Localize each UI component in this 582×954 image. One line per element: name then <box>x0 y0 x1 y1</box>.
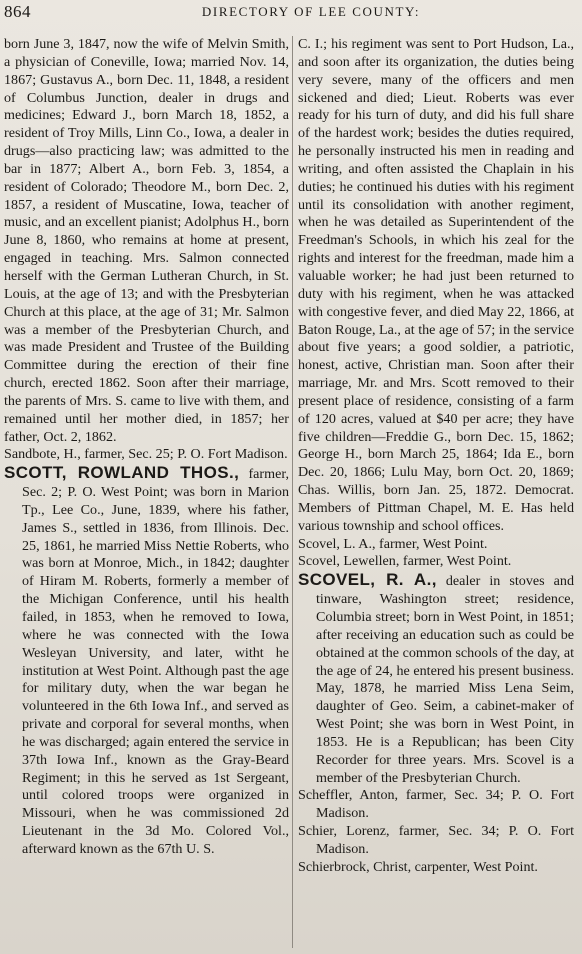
entry-scovel-ra-text: dealer in stoves and tinware, Washington street; residence, Columbia street; born in West Point, in 1851; after receiving an education such as could be obtained at the common schools of the day, at the age of 24, he entered his present business. May, 1878, he married Miss Lena Seim, daughter of Geo. Seim, a cabinet-maker of West Point; she was born in West Point, in 1853. He is a Republican; has been City Recorder for three years. Mrs. Scovel is a member of the Presbyterian Church. <box>316 573 575 786</box>
column-divider <box>292 36 293 948</box>
entry-scovel-ra-name: SCOVEL, R. A., <box>298 570 437 590</box>
entry-schier: Schier, Lorenz, farmer, Sec. 34; P. O. Fort Madison. <box>298 823 574 857</box>
entry-sandbote: Sandbote, H., farmer, Sec. 25; P. O. Fort Madison. <box>4 446 288 463</box>
running-title: DIRECTORY OF LEE COUNTY: <box>201 4 421 19</box>
entry-schierbrock: Schierbrock, Christ, carpenter, West Point. <box>298 858 538 875</box>
page-number: 864 <box>4 2 31 21</box>
entry-scovel-la: Scovel, L. A., farmer, West Point. <box>298 535 488 552</box>
entry-scott-name: SCOTT, ROWLAND THOS., <box>4 463 240 483</box>
left-column <box>4 36 289 948</box>
scott-entry-continuation: C. I.; his regiment was sent to Port Hudson, La., and soon after its organization, the duties being very severe, many of the officers and men sickened and died; Lieut. Roberts was ever ready for his turn of duty, and did his full share of the hardest work; besides the duties required, he personally instructed his men in reading and writing, and often assisted the Chaplain in his duties; he continued his duties with his regiment until its consolidation with another regiment, when he was detailed as Superintendent of the Freedman's Schools, in which his zeal for the rights and interest for the freedman, made him a valuable worker; he had just been returned to duty with his regiment, when he was attacked with congestive fever, and died May 22, 1866, at Baton Rouge, La., at the age of 57; in the service about five years; a good soldier, a patriotic, honest, active, Christian man. Soon after their marriage, Mr. and Mrs. Scott removed to their present place of residence, consisting of a farm of 120 acres, valued at $40 per acre; they have five children—Freddie G., born Dec. 15, 1862; George H., born March 25, 1864; Ida E., born Dec. 20, 1866; Lulu May, born Oct. 20, 1869; Chas. Willis, born Jan. 25, 1872. Democrat. Members of Pittman Chapel, M. E. Has held various township and school offices. <box>298 36 574 534</box>
right-column <box>298 36 574 948</box>
entry-scovel-lewellen: Scovel, Lewellen, farmer, West Point. <box>298 553 512 570</box>
page-header <box>0 0 582 30</box>
entry-scheffler: Scheffler, Anton, farmer, Sec. 34; P. O. Fort Madison. <box>298 787 574 822</box>
entry-scott <box>4 464 289 859</box>
entry-scovel-ra <box>298 571 574 787</box>
entry-scott-text: farmer, Sec. 2; P. O. West Point; was born in Marion Tp., Lee Co., June, 1839, where his father, James S., settled in 1836, from Illinois. Dec. 25, 1861, he married Miss Nettie Roberts, who was born at Monroe, Mich., in 1842; daughter of Hiram M. Roberts, formerly a member of the Michigan Conference, until his health failed, in 1853, when he removed to Iowa, where he was connected with the Iowa Wesleyan University, and later, witht he institution at West Point. Although past the age for military duty, when the war began he volunteered in the 6th Iowa Inf., and served as private and corporal for several months, when he was discharged; again entered the service in 37th Iowa Inf., known as the Gray-Beard Regiment; in this he served as 1st Sergeant, until colored troops were organized in Missouri, when he was commissioned 2d Lieutenant in the 3d Mo. Colored Vol., afterward known as the 67th U. S. <box>22 466 289 857</box>
salmon-entry-continuation: born June 3, 1847, now the wife of Melvin Smith, a physician of Coneville, Iowa; married Nov. 14, 1867; Gustavus A., born Dec. 11, 1848, a resident of Columbus Junction, dealer in drugs and medicines; Edward J., born March 18, 1852, a resident of Troy Mills, Linn Co., Iowa, a dealer in drugs—also practicing law; was admitted to the bar in 1877; Albert A., born Feb. 3, 1854, a resident of Colorado; Theodore M., born Dec. 2, 1857, a resident of Muscatine, Iowa, teacher of music, and an excellent pianist; Adolphus H., born June 8, 1860, who remains at home at present, engaged in teaching. Mrs. Salmon connected herself with the German Lutheran Church, in St. Louis, at the age of 13; and with the Presbyterian Church at this place, at the age of 31; Mr. Salmon was a member of the Presbyterian Church, and was made President and Trustee of the Building Committee during the erection of their fine church, erected 1862. Soon after their marriage, the parents of Mrs. S. came to live with them, and remained until her mother died, in 1857; her father, Oct. 2, 1862. <box>4 36 289 445</box>
